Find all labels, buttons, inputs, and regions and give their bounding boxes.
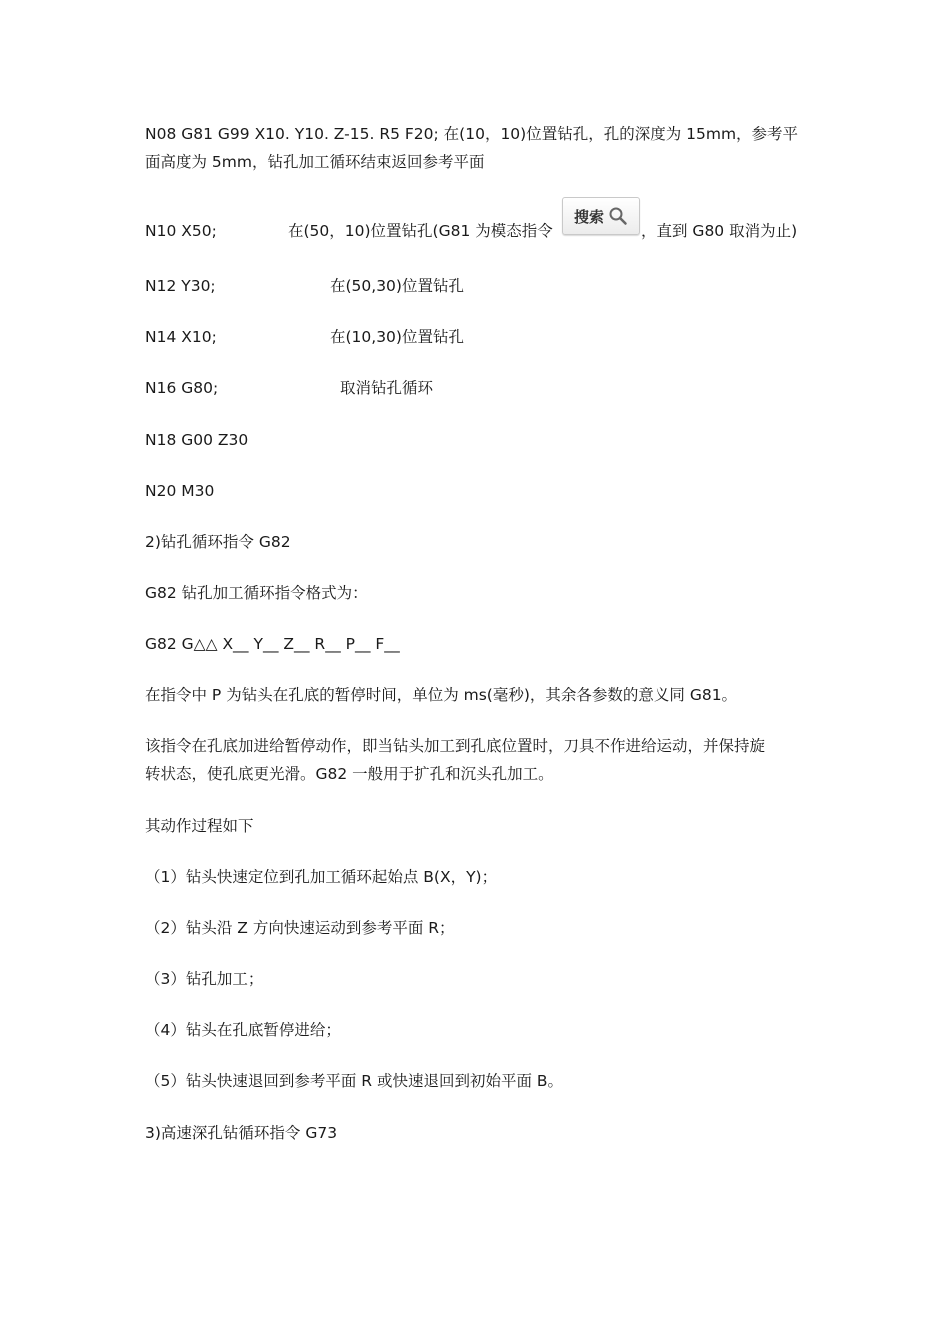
g82-format-title: G82 钻孔加工循环指令格式为： xyxy=(145,584,368,602)
g82-description-continued: 转状态，使孔底更光滑。G82 一般用于扩孔和沉头孔加工。 xyxy=(145,765,554,783)
section-heading-g82: 2)钻孔循环指令 G82 xyxy=(145,533,291,551)
magnifier-icon xyxy=(608,206,628,226)
process-step-3: （3）钻孔加工； xyxy=(145,970,264,988)
g82-description: 该指令在孔底加进给暂停动作，即当钻头加工到孔底位置时，刀具不作进给运动，并保持旋 xyxy=(145,737,766,755)
program-line-n10-code: N10 X50; xyxy=(145,222,217,240)
program-line-n16-comment: 取消钻孔循环 xyxy=(340,379,434,397)
program-line-n20: N20 M30 xyxy=(145,482,215,500)
process-step-2: （2）钻头沿 Z 方向快速运动到参考平面 R； xyxy=(145,919,455,937)
program-line-n08: N08 G81 G99 X10. Y10. Z-15. R5 F20; 在(10，10)位置钻孔，孔的深度为 15mm，参考平 xyxy=(145,125,799,143)
program-line-n16-code: N16 G80; xyxy=(145,379,219,397)
program-line-n18: N18 G00 Z30 xyxy=(145,431,249,449)
program-line-n14-code: N14 X10; xyxy=(145,328,217,346)
search-button-label: 搜索 xyxy=(573,207,604,226)
program-line-n08-continued: 面高度为 5mm，钻孔加工循环结束返回参考平面 xyxy=(145,153,485,171)
program-line-n12-code: N12 Y30; xyxy=(145,277,216,295)
program-line-n14-comment: 在(10,30)位置钻孔 xyxy=(330,328,464,346)
program-line-n10-tail: ，直到 G80 取消为止) xyxy=(641,222,798,240)
search-button[interactable] xyxy=(562,197,640,235)
process-step-4: （4）钻头在孔底暂停进给； xyxy=(145,1021,341,1039)
g82-format: G82 G△△ X__ Y__ Z__ R__ P__ F__ xyxy=(145,635,400,653)
process-step-1: （1）钻头快速定位到孔加工循环起始点 B(X，Y)； xyxy=(145,868,498,886)
program-line-n10-comment: 在(50，10)位置钻孔(G81 为模态指令 xyxy=(288,222,553,240)
process-title: 其动作过程如下 xyxy=(145,817,254,835)
process-step-5: （5）钻头快速退回到参考平面 R 或快速退回到初始平面 B。 xyxy=(145,1072,564,1090)
program-line-n12-comment: 在(50,30)位置钻孔 xyxy=(330,277,464,295)
parameter-description: 在指令中 P 为钻头在孔底的暂停时间，单位为 ms(毫秒)，其余各参数的意义同 G81。 xyxy=(145,686,738,704)
section-heading-g73: 3)高速深孔钻循环指令 G73 xyxy=(145,1124,338,1142)
